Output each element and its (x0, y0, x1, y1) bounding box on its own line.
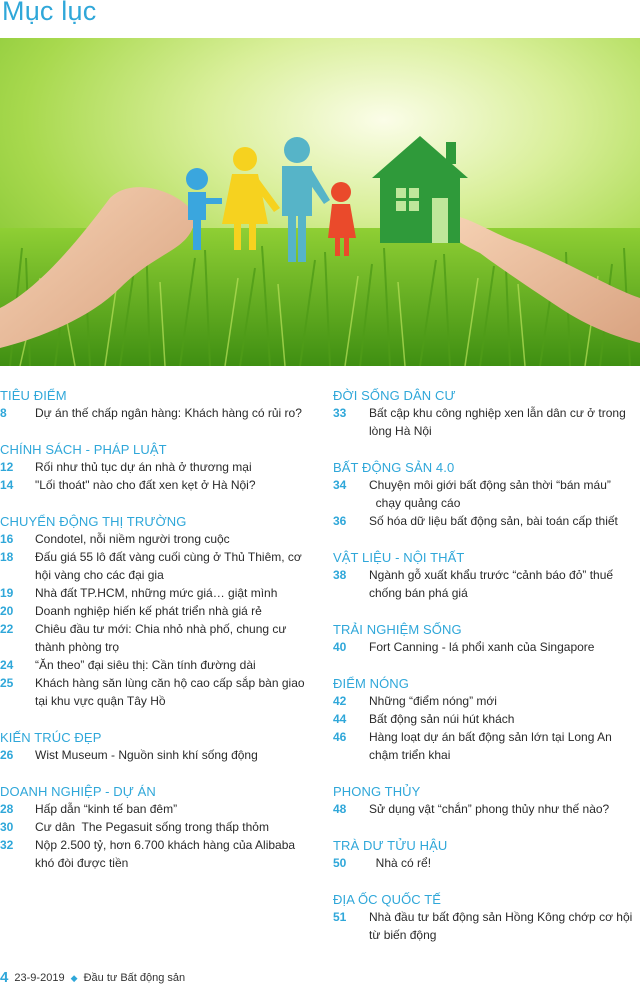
entry-title-line: chậm triển khai (369, 748, 451, 762)
entry-page-number: 46 (333, 730, 347, 744)
section-title: KIẾN TRÚC ĐẸP (0, 730, 102, 745)
entry-page-number: 24 (0, 658, 14, 672)
section-title: ĐIỂM NÓNG (333, 676, 410, 691)
toc-entry[interactable] (0, 476, 318, 494)
toc-entry[interactable] (0, 836, 318, 872)
section-title: DOANH NGHIỆP - DỰ ÁN (0, 784, 156, 799)
section-title: BẤT ĐỘNG SẢN 4.0 (333, 460, 455, 475)
entry-title-line: Ngành gỗ xuất khẩu trước “cảnh báo đỏ” thuế (369, 568, 614, 582)
toc-entry[interactable] (0, 656, 318, 674)
entry-title-line: từ biến động (369, 928, 437, 942)
entry-title-line: Bất động sản núi hút khách (369, 712, 515, 726)
toc-entry[interactable] (0, 620, 318, 656)
section-title: TRÀ DƯ TỬU HẬU (333, 838, 448, 853)
entry-title-line: lòng Hà Nội (369, 424, 432, 438)
entry-title-line: Nhà đầu tư bất động sản Hồng Kông chớp cơ hội (369, 910, 633, 924)
entry-page-number: 48 (333, 802, 347, 816)
entry-title-line: Đấu giá 55 lô đất vàng cuối cùng ở Thủ Thiêm, cơ (35, 550, 302, 564)
entry-title (369, 476, 640, 512)
entry-page-number: 25 (0, 676, 14, 690)
entry-page-number: 32 (0, 838, 14, 852)
toc-section (333, 892, 640, 944)
footer-publication: Đầu tư Bất động sản (83, 972, 186, 984)
entry-title-line: chạy quảng cáo (369, 496, 461, 510)
entry-page-number: 50 (333, 856, 347, 870)
family-house-grass-illustration (0, 38, 640, 366)
entry-title-line: Hấp dẫn “kinh tế ban đêm” (35, 802, 178, 816)
section-title: TIÊU ĐIỂM (0, 388, 67, 403)
entry-title (35, 620, 318, 656)
entry-page-number: 33 (333, 406, 347, 420)
toc-entry[interactable] (0, 548, 318, 584)
entry-title-line: hội vàng cho các đại gia (35, 568, 164, 582)
footer-date: 23-9-2019 (14, 972, 65, 984)
entry-page-number: 34 (333, 478, 347, 492)
entry-page-number: 44 (333, 712, 347, 726)
entry-page-number: 14 (0, 478, 14, 492)
entry-title-line: Hàng loạt dự án bất động sản lớn tại Long An (369, 730, 612, 744)
entry-title (369, 854, 640, 872)
entry-title-line: thành phòng trọ (35, 640, 120, 654)
toc-section (333, 784, 640, 818)
entry-page-number: 19 (0, 586, 14, 600)
toc-entry[interactable] (0, 674, 318, 710)
entry-page-number: 26 (0, 748, 14, 762)
entry-title (35, 602, 318, 620)
toc-entry[interactable] (0, 800, 318, 818)
diamond-icon: ◆ (70, 973, 78, 983)
toc-section (333, 550, 640, 602)
entry-title (35, 476, 318, 494)
entry-title-line: Doanh nghiệp hiến kế phát triển nhà giá rẻ (35, 604, 262, 618)
entry-title (35, 404, 318, 422)
entry-title-line: Nhà đất TP.HCM, những mức giá… giật mình (35, 586, 278, 600)
entry-title-line: Dự án thế chấp ngân hàng: Khách hàng có rủi ro? (35, 406, 302, 420)
section-title: CHUYỂN ĐỘNG THỊ TRƯỜNG (0, 514, 187, 529)
toc-entry[interactable] (333, 800, 640, 818)
toc-entry[interactable] (333, 692, 640, 710)
entry-title-line: Những “điểm nóng” mới (369, 694, 497, 708)
entry-title-line: Chiêu đầu tư mới: Chia nhỏ nhà phố, chung cư (35, 622, 287, 636)
entry-title-line: Khách hàng săn lùng căn hộ cao cấp sắp bàn giao (35, 676, 305, 690)
entry-title (35, 800, 318, 818)
entry-title (369, 710, 640, 728)
toc-entry[interactable] (0, 584, 318, 602)
toc-right-column (333, 388, 640, 944)
toc-section (0, 784, 318, 872)
section-title: PHONG THỦY (333, 784, 421, 799)
entry-title (35, 458, 318, 476)
toc-section (0, 442, 318, 494)
entry-title-line: Số hóa dữ liệu bất động sản, bài toán cấp thiết (369, 514, 618, 528)
entry-title (35, 530, 318, 548)
toc-section (0, 514, 318, 710)
toc-entry[interactable] (333, 854, 640, 872)
toc-section (333, 838, 640, 872)
entry-page-number: 16 (0, 532, 14, 546)
entry-title (369, 692, 640, 710)
entry-title (369, 404, 640, 440)
entry-title-line: chống bán phá giá (369, 586, 468, 600)
entry-page-number: 51 (333, 910, 347, 924)
entry-page-number: 12 (0, 460, 14, 474)
hero-image (0, 38, 640, 366)
toc-entry[interactable] (333, 476, 640, 512)
toc-entry[interactable] (0, 530, 318, 548)
toc-section (0, 730, 318, 764)
entry-title-line: Nộp 2.500 tỷ, hơn 6.700 khách hàng của Alibaba (35, 838, 296, 852)
toc-section (333, 460, 640, 530)
entry-page-number: 8 (0, 406, 7, 420)
entry-title-line: “Ăn theo” đại siêu thị: Cần tính đường dài (35, 658, 256, 672)
section-title: VẬT LIỆU - NỘI THẤT (333, 550, 465, 565)
section-title: ĐỊA ỐC QUỐC TẾ (333, 892, 442, 907)
entry-title (35, 584, 318, 602)
entry-title (369, 566, 640, 602)
section-title: CHÍNH SÁCH - PHÁP LUẬT (0, 442, 167, 457)
entry-title-line: "Lối thoát" nào cho đất xen kẹt ở Hà Nội? (35, 478, 256, 492)
toc-entry[interactable] (333, 512, 640, 530)
section-title: TRẢI NGHIỆM SỐNG (333, 622, 462, 637)
entry-title (369, 512, 640, 530)
entry-title (35, 836, 318, 872)
toc-entry[interactable] (333, 710, 640, 728)
entry-title (35, 746, 318, 764)
entry-page-number: 36 (333, 514, 347, 528)
toc-entry[interactable] (0, 458, 318, 476)
entry-title-line: Cư dân The Pegasuit sống trong thấp thỏm (35, 820, 269, 834)
toc-entry[interactable] (0, 818, 318, 836)
toc-entry[interactable] (0, 746, 318, 764)
entry-page-number: 22 (0, 622, 14, 636)
footer-page-number: 4 (0, 969, 9, 986)
page-title: Mục lục (2, 0, 97, 26)
entry-title-line: Fort Canning - lá phổi xanh của Singapore (369, 640, 595, 654)
entry-title-line: Wist Museum - Nguồn sinh khí sống động (35, 748, 258, 762)
entry-title-line: Chuyện môi giới bất động sản thời “bán máu” (369, 478, 611, 492)
entry-page-number: 28 (0, 802, 14, 816)
section-title: ĐỜI SỐNG DÂN CƯ (333, 388, 456, 403)
entry-page-number: 42 (333, 694, 347, 708)
entry-page-number: 30 (0, 820, 14, 834)
toc-entry[interactable] (333, 404, 640, 440)
toc-entry[interactable] (0, 602, 318, 620)
entry-title (35, 656, 318, 674)
entry-title (369, 908, 640, 944)
toc-entry[interactable] (333, 638, 640, 656)
entry-title-line: Nhà có rể! (369, 856, 432, 870)
toc-section (333, 622, 640, 656)
toc-entry[interactable] (333, 908, 640, 944)
entry-title (35, 674, 318, 710)
toc-left-column (0, 388, 318, 872)
entry-title (35, 548, 318, 584)
entry-title (369, 638, 640, 656)
toc-section (0, 388, 318, 422)
page-footer (0, 969, 185, 986)
entry-title (369, 728, 640, 764)
entry-page-number: 38 (333, 568, 347, 582)
entry-title-line: Condotel, nỗi niềm người trong cuộc (35, 532, 230, 546)
entry-title-line: tại khu vực quận Tây Hồ (35, 694, 166, 708)
entry-page-number: 20 (0, 604, 14, 618)
entry-title-line: Sử dụng vật “chắn” phong thủy như thế nào? (369, 802, 610, 816)
toc-entry[interactable] (333, 728, 640, 764)
entry-title (369, 800, 640, 818)
entry-title-line: Rối như thủ tục dự án nhà ở thương mại (35, 460, 252, 474)
entry-page-number: 40 (333, 640, 347, 654)
entry-title (35, 818, 318, 836)
toc-entry[interactable] (333, 566, 640, 602)
toc-entry[interactable] (0, 404, 318, 422)
entry-page-number: 18 (0, 550, 14, 564)
toc-section (333, 388, 640, 440)
toc-section (333, 676, 640, 764)
entry-title-line: khó đòi được tiền (35, 856, 129, 870)
entry-title-line: Bất cập khu công nghiệp xen lẫn dân cư ở trong (369, 406, 626, 420)
